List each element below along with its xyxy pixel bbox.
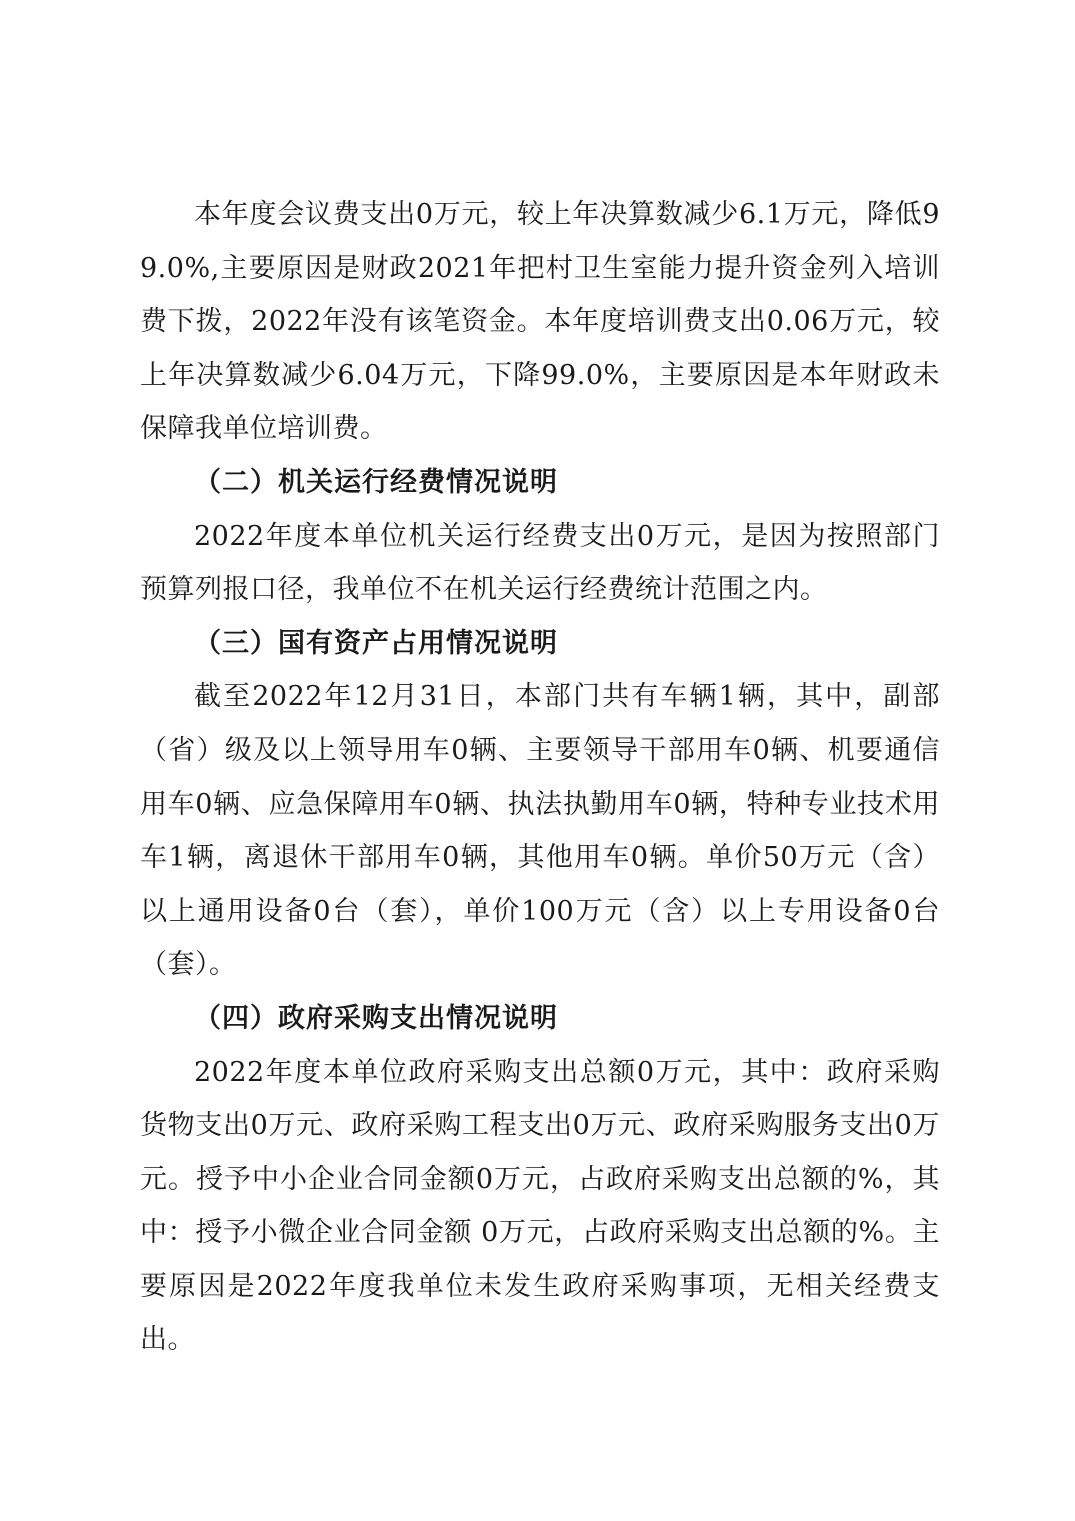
paragraph-state-assets: 截至2022年12月31日，本部门共有车辆1辆，其中，副部（省）级及以上领导用车0辆、主要领导干部用车0辆、机要通信用车0辆、应急保障用车0辆、执法执勤用车0辆，特种专业技术用车1辆，离退休干部用车0辆，其他用车0辆。单价50万元（含）以上通用设备0台（套），单价100万元（含）以上专用设备0台（套）。	[140, 681, 940, 981]
heading-state-assets: （三）国有资产占用情况说明	[194, 627, 558, 659]
paragraph-meeting-training-fees: 本年度会议费支出0万元，较上年决算数减少6.1万元，降低99.0%,主要原因是财政2021年把村卫生室能力提升资金列入培训费下拨，2022年没有该笔资金。本年度培训费支出0.06万元，较上年决算数减少6.04万元，下降99.0%，主要原因是本年财政未保障我单位培训费。	[140, 199, 940, 445]
paragraph-government-procurement: 2022年度本单位政府采购支出总额0万元，其中：政府采购货物支出0万元、政府采购工程支出0万元、政府采购服务支出0万元。授予中小企业合同金额0万元，占政府采购支出总额的%，其中：授予小微企业合同金额 0万元，占政府采购支出总额的%。主要原因是2022年度我单位未发生政府采购事项，无相关经费支出。	[140, 1056, 940, 1356]
heading-government-procurement: （四）政府采购支出情况说明	[194, 1002, 558, 1034]
heading-agency-operating-costs: （二）机关运行经费情况说明	[194, 466, 558, 498]
paragraph-agency-operating-costs: 2022年度本单位机关运行经费支出0万元，是因为按照部门预算列报口径，我单位不在机关运行经费统计范围之内。	[140, 520, 940, 606]
document-page	[140, 188, 940, 1367]
